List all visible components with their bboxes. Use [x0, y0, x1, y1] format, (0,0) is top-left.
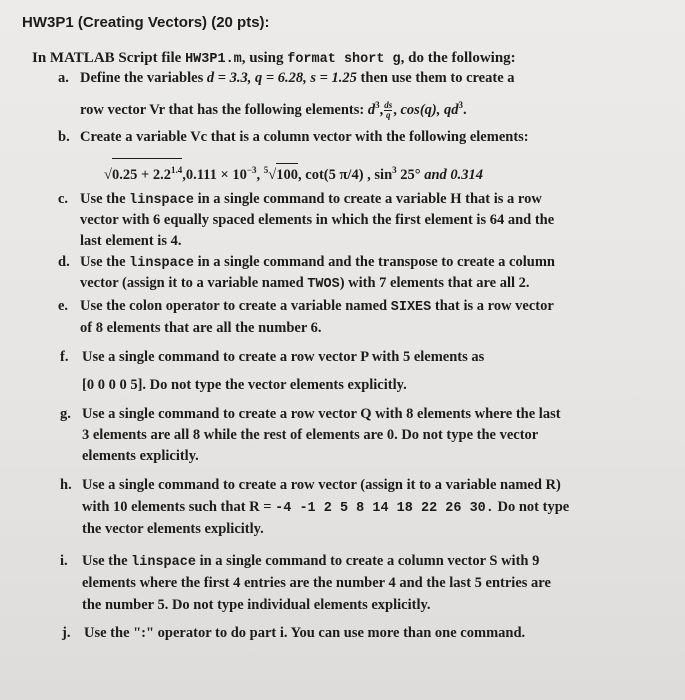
item-g-line-2: 3 elements are all 8 while the rest of elements are 0. Do not type the vector — [82, 427, 539, 443]
item-a-letter: a. — [58, 70, 69, 86]
item-d-text: Use the — [80, 254, 130, 270]
item-a-line-2: row vector Vr that has the following elements: $d^3$, $\frac{ds}{q}$ , cos(q), $qd^3$. — [80, 100, 467, 120]
item-a-vector-name: Vr — [149, 101, 165, 118]
item-e-letter: e. — [58, 298, 69, 314]
item-a-text-3: that has the following elements: — [164, 101, 368, 118]
item-b-term-4: , cot(5 π/4) , sin — [298, 166, 393, 183]
page-title: HW3P1 (Creating Vectors) (20 pts): — [22, 14, 270, 31]
item-i-line-2: elements where the first 4 entries are the number 4 and the last 5 entries are — [82, 575, 551, 591]
item-c-line-1 — [80, 189, 542, 211]
item-b-term-5: 25° — [396, 166, 421, 183]
item-h-line-2 — [82, 497, 569, 519]
item-g-letter: g. — [60, 406, 71, 422]
sqrt-symbol: √ — [104, 166, 112, 183]
item-f-line-1: Use a single command to create a row vector P with 5 elements as — [82, 349, 485, 365]
intro-text: In MATLAB Script file — [32, 50, 186, 66]
item-b-root-body: 100 — [276, 163, 298, 186]
item-b-formula: $√0.25 + 2.2^{1.4},0.111 \times 10^{-3}$, $^5$√100, cot(5 π/4) , $\sin^3 25^\circ$ and 0.314 — [104, 158, 483, 186]
item-a-text-2: row vector — [80, 101, 150, 118]
item-g-line-3: elements explicitly. — [82, 448, 199, 464]
item-i-line-3: the number 5. Do not type individual elements explicitly. — [82, 597, 431, 613]
item-c-text-suffix: in a single command to create a variable H that is a row — [193, 191, 542, 207]
item-j-line-1: Use the ":" operator to do part i. You can use more than one command. — [84, 625, 526, 641]
item-a-d-value: d = 3.3, — [206, 70, 252, 86]
intro-format-command: format short g — [287, 52, 401, 67]
item-a-s-value: s = 1.25 — [310, 70, 357, 86]
item-a-q-value: q = 6.28, — [255, 70, 307, 86]
root-symbol: √ — [268, 166, 277, 183]
item-b-term-2-exp: −3 — [246, 165, 257, 175]
item-e-line-2: of 8 elements that are all the number 6. — [80, 320, 322, 336]
item-h-text-suffix: Do not type — [493, 499, 570, 515]
item-i-line-1 — [82, 551, 539, 573]
item-a-elem-1-exp: 3 — [375, 100, 380, 110]
item-e-line-1 — [80, 296, 554, 318]
item-b-term-4-exp: 3 — [392, 165, 397, 175]
item-d-command: linspace — [129, 256, 194, 271]
item-c-command: linspace — [129, 193, 194, 208]
item-a-elem-1: d — [367, 101, 376, 118]
item-d-line-2 — [80, 273, 530, 295]
item-i-text: Use the — [82, 553, 132, 569]
intro-text-mid: , using — [241, 50, 288, 66]
item-i-command: linspace — [131, 555, 196, 570]
item-c-line-3: last element is 4. — [80, 233, 182, 249]
item-f-line-2: [0 0 0 0 5]. Do not type the vector elements explicitly. — [82, 377, 407, 393]
intro-text-suffix: , do the following: — [400, 50, 516, 66]
item-e-text-suffix: that is a row vector — [431, 298, 554, 314]
item-d-line-1 — [80, 252, 555, 274]
item-a-elem-3-exp: 3 — [458, 100, 463, 110]
intro-filename: HW3P1.m — [185, 52, 242, 67]
item-h-letter: h. — [60, 477, 72, 493]
item-b-term-2: ,0.111 × 10 — [182, 166, 247, 183]
item-a-text: Define the variables — [80, 70, 207, 86]
item-b-tail: and 0.314 — [424, 166, 484, 183]
intro-line — [32, 50, 516, 67]
item-d-text-3: ) with 7 elements that are all 2. — [339, 275, 530, 291]
item-e-text: Use the colon operator to create a variable named — [80, 298, 391, 314]
item-b-line-1: Create a variable Vc that is a column vector with the following elements: — [80, 129, 529, 145]
item-e-var-name: SIXES — [390, 300, 432, 315]
item-a-fraction — [384, 101, 392, 120]
item-a-text-suffix: then use them to create a — [360, 70, 515, 86]
item-d-text-2: vector (assign it to a variable named — [80, 275, 308, 291]
item-i-text-suffix: in a single command to create a column vector S with 9 — [195, 553, 540, 569]
item-h-line-1: Use a single command to create a row vector (assign it to a variable named R) — [82, 477, 561, 493]
item-d-var-name: TWOS — [307, 277, 340, 292]
item-b-radical-exp: 1.4 — [170, 165, 183, 175]
item-d-text-suffix: in a single command and the transpose to create a column — [193, 254, 555, 270]
item-a-elem-3: cos(q), qd — [400, 101, 459, 118]
item-j-letter: j. — [62, 625, 71, 641]
item-c-line-2: vector with 6 equally spaced elements in which the first element is 64 and the — [80, 212, 555, 228]
item-b-letter: b. — [58, 129, 70, 145]
item-b-radical — [112, 158, 182, 186]
item-c-letter: c. — [58, 191, 69, 207]
item-a-frac-num: ds — [384, 100, 393, 110]
item-d-letter: d. — [58, 254, 70, 270]
item-h-line-3: the vector elements explicitly. — [82, 521, 264, 537]
item-a-frac-den: q — [385, 110, 391, 120]
item-c-text: Use the — [80, 191, 130, 207]
item-b-root-index: 5 — [263, 165, 269, 175]
item-h-text: with 10 elements such that R = — [82, 499, 276, 515]
item-f-letter: f. — [60, 349, 69, 365]
item-a-end: . — [462, 101, 467, 118]
item-i-letter: i. — [60, 553, 68, 569]
item-h-values: -4 -1 2 5 8 14 18 22 26 30. — [275, 501, 494, 516]
item-g-line-1: Use a single command to create a row vector Q with 8 elements where the last — [82, 406, 561, 422]
item-a-line-1 — [80, 68, 515, 89]
item-b-radical-body: 0.25 + 2.2 — [111, 166, 171, 183]
